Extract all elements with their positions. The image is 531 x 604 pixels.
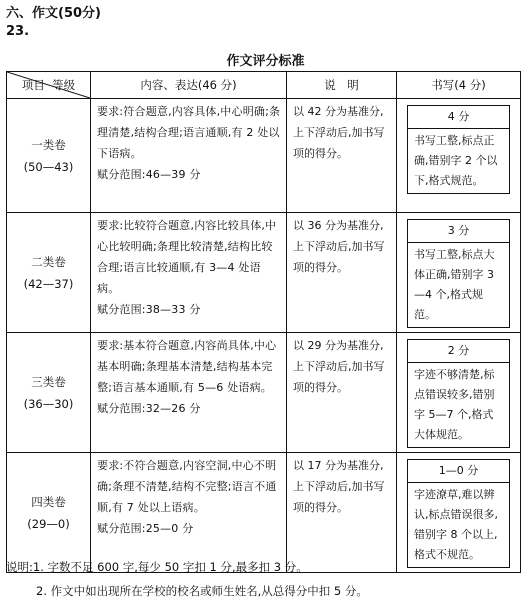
content-requirements: 要求:不符合题意,内容空洞,中心不明确;条理不清楚,结构不完整;语言不通顺,有 7 处以上语病。 [97,459,277,514]
question-number: 23. [6,24,30,39]
table-row [7,333,521,453]
writing-points: 1—0 分 [408,460,509,483]
writing-points: 3 分 [408,220,509,243]
writing-description: 书写工整,标点大体正确,错别字 3—4 个,格式规范。 [414,248,495,321]
header-writing: 书写(4 分) [397,72,521,99]
score-range: 赋分范围:38—33 分 [97,303,201,316]
content-cell [91,213,287,333]
explain-cell: 以 29 分为基准分,上下浮动后,加书写项的得分。 [287,333,397,453]
header-item-label: 项目 [21,77,45,92]
note-2: 2. 作文中如出现所在学校的校名或师生姓名,从总得分中扣 5 分。 [36,584,368,598]
explain-cell: 以 42 分为基准分,上下浮动后,加书写项的得分。 [287,99,397,213]
grade-range: (29—0) [27,516,70,531]
table-row [7,213,521,333]
score-range: 赋分范围:25—0 分 [97,522,194,535]
grade-cell [7,99,91,213]
note-1: 说明:1. 字数不足 600 字,每少 50 字扣 1 分,最多扣 3 分。 [6,560,308,574]
explain-cell: 以 17 分为基准分,上下浮动后,加书写项的得分。 [287,453,397,573]
explain-cell: 以 36 分为基准分,上下浮动后,加书写项的得分。 [287,213,397,333]
writing-cell [397,213,521,333]
content-requirements: 要求:基本符合题意,内容尚具体,中心基本明确;条理基本清楚,结构基本完整;语言基本通顺,有 5—6 处语病。 [97,339,277,394]
writing-cell [397,453,521,573]
writing-box [407,339,510,448]
grade-cell [7,333,91,453]
content-requirements: 要求:比较符合题意,内容比较具体,中心比较明确;条理比较清楚,结构比较合理;语言比较通顺,有 3—4 处语病。 [97,219,277,295]
grade-name: 四类卷 [31,494,66,509]
grade-name: 二类卷 [31,254,66,269]
content-cell [91,333,287,453]
notes [6,555,368,603]
writing-cell [397,333,521,453]
writing-box [407,219,510,328]
writing-box [407,105,510,194]
score-range: 赋分范围:46—39 分 [97,168,201,181]
grade-range: (50—43) [23,159,74,174]
writing-description: 书写工整,标点正确,错别字 2 个以下,格式规范。 [414,134,498,187]
writing-description: 字迹潦草,难以辨认,标点错误很多,错别字 8 个以上,格式不规范。 [414,488,498,561]
diagonal-line [7,72,90,98]
grade-name: 一类卷 [31,137,66,152]
header-row [7,72,521,99]
grade-range: (42—37) [23,276,74,291]
header-explain: 说 明 [287,72,397,99]
section-title: 六、作文(50分) [6,6,101,21]
writing-cell [397,99,521,213]
header-grade-label: 等级 [52,77,76,92]
grade-range: (36—30) [23,396,74,411]
content-requirements: 要求:符合题意,内容具体,中心明确;条理清楚,结构合理;语言通顺,有 2 处以下语病。 [97,105,281,160]
writing-description: 字迹不够清楚,标点错误较多,错别字 5—7 个,格式大体规范。 [414,368,495,441]
writing-points: 4 分 [408,106,509,129]
grade-cell [7,213,91,333]
table-title: 作文评分标准 [226,54,305,69]
content-cell [91,99,287,213]
grade-name: 三类卷 [31,374,66,389]
writing-box [407,459,510,568]
header-item-grade [7,72,91,99]
writing-points: 2 分 [408,340,509,363]
scoring-table [6,71,521,573]
header-content: 内容、表达(46 分) [91,72,287,99]
table-row [7,99,521,213]
score-range: 赋分范围:32—26 分 [97,402,201,415]
